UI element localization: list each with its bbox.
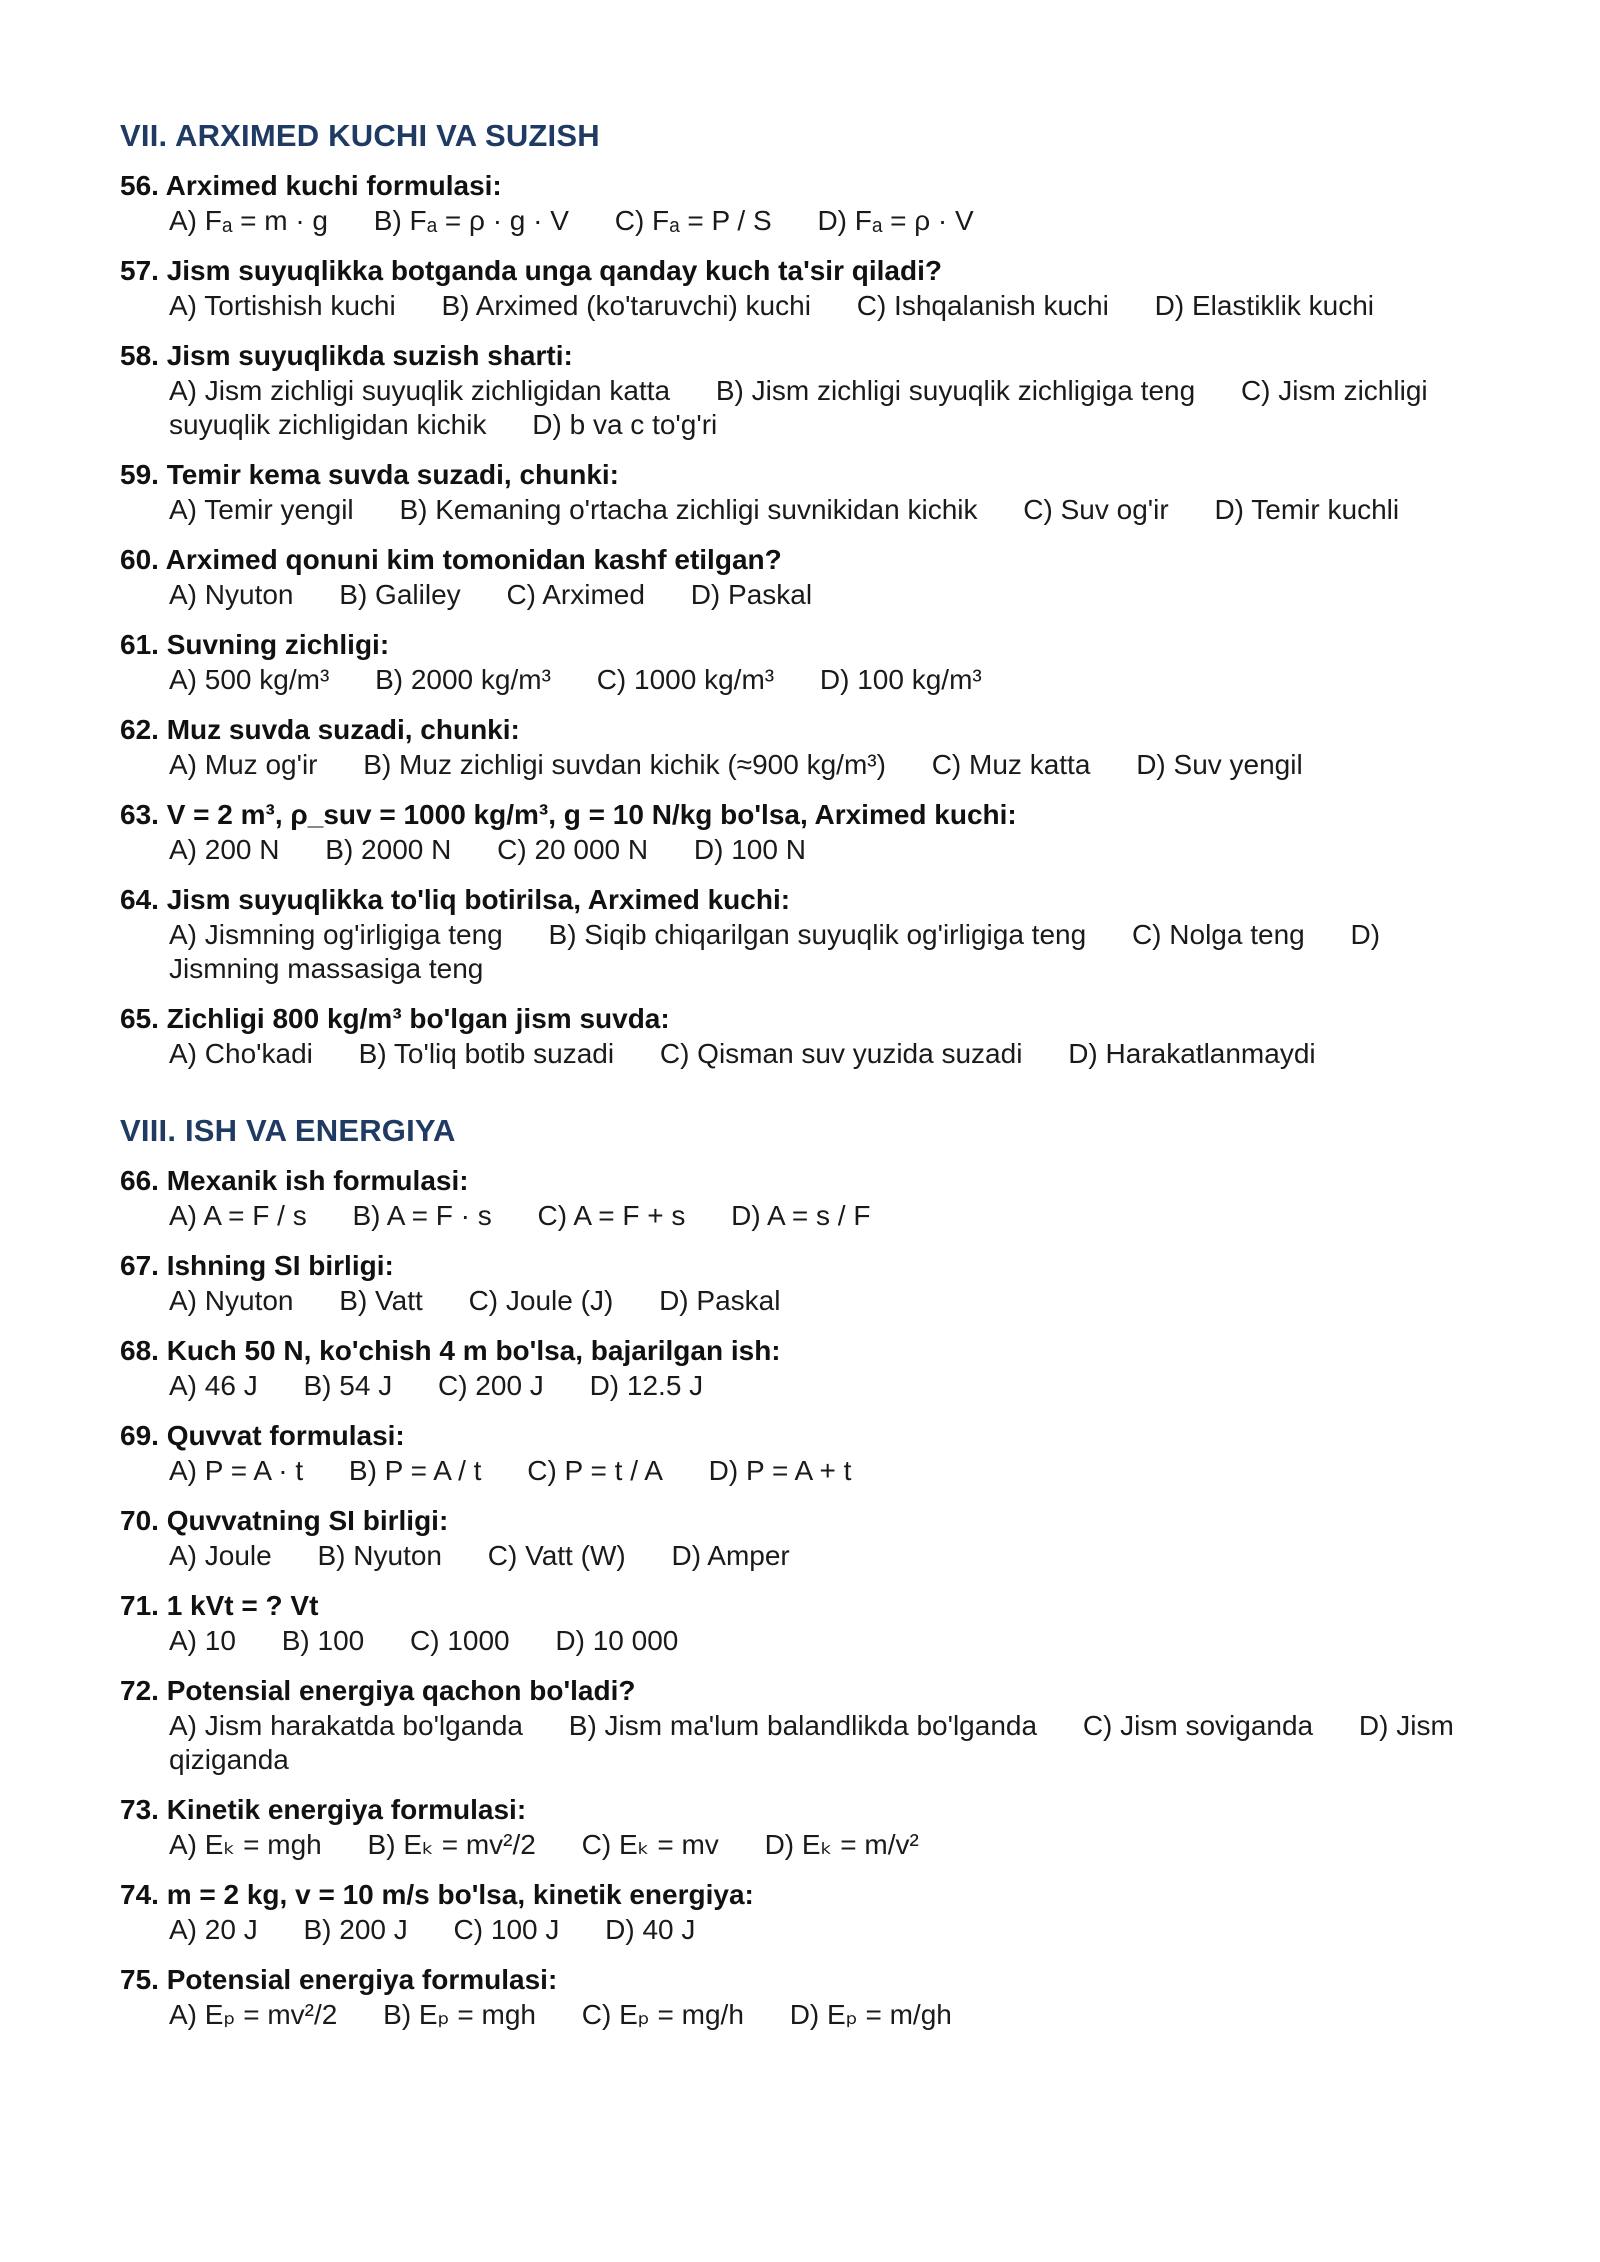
- section-title: VIII. ISH VA ENERGIYA: [120, 1113, 456, 1148]
- question-item: [120, 456, 1480, 527]
- question-title: 61. Suvning zichligi:: [120, 629, 390, 660]
- answer-option: C) Suv og'ir: [1023, 494, 1169, 525]
- answer-option: A) Nyuton: [169, 1285, 294, 1316]
- answer-option: D) Paskal: [690, 579, 813, 610]
- answer-option: C) 100 J: [453, 1914, 560, 1945]
- answer-option: A) 20 J: [169, 1914, 258, 1945]
- answer-options: [120, 918, 1480, 986]
- answer-option: A) Muz og'ir: [169, 749, 318, 780]
- answer-option: B) Eₚ = mgh: [383, 1999, 536, 2030]
- answer-option: D) Elastiklik kuchi: [1154, 290, 1375, 321]
- question-title: 73. Kinetik energiya formulasi:: [120, 1794, 527, 1825]
- question-item: [120, 1417, 1480, 1488]
- answer-option: D) A = s / F: [731, 1200, 871, 1231]
- question-title: 71. 1 kVt = ? Vt: [120, 1590, 319, 1621]
- answer-option: C) Joule (J): [468, 1285, 614, 1316]
- answer-option: D) Paskal: [659, 1285, 781, 1316]
- answer-options: [120, 1199, 1480, 1233]
- answer-option: A) Fₐ = m · g: [169, 205, 328, 236]
- answer-option: B) P = A / t: [348, 1455, 482, 1486]
- answer-options: [120, 1284, 1480, 1318]
- answer-option: D) Harakatlanmaydi: [1068, 1038, 1316, 1069]
- question-item: [120, 626, 1480, 697]
- question-item: [120, 167, 1480, 238]
- question-item: [120, 1876, 1480, 1947]
- question-title: 69. Quvvat formulasi:: [120, 1420, 405, 1451]
- answer-option: A) 200 N: [169, 834, 280, 865]
- answer-option: B) Eₖ = mv²/2: [367, 1829, 536, 1860]
- question-title: 60. Arximed qonuni kim tomonidan kashf etilgan?: [120, 544, 782, 575]
- answer-option: C) Jism soviganda: [1082, 1710, 1314, 1741]
- answer-option: C) Nolga teng: [1131, 919, 1305, 950]
- question-title: 70. Quvvatning SI birligi:: [120, 1505, 449, 1536]
- answer-options: [120, 663, 1480, 697]
- answer-option: B) Fₐ = ρ · g · V: [373, 205, 569, 236]
- answer-option: A) 10: [169, 1625, 236, 1656]
- answer-options: [120, 289, 1480, 323]
- answer-option: C) Arximed: [506, 579, 645, 610]
- answer-options: [120, 1709, 1480, 1777]
- answer-option: A) Cho'kadi: [169, 1038, 313, 1069]
- answer-option: A) Temir yengil: [169, 494, 354, 525]
- answer-option: D) Eₚ = m/gh: [789, 1999, 952, 2030]
- answer-options: [120, 374, 1480, 442]
- question-title: 72. Potensial energiya qachon bo'ladi?: [120, 1675, 636, 1706]
- answer-option: C) 200 J: [437, 1370, 544, 1401]
- question-item: [120, 796, 1480, 867]
- answer-option: A) Eₚ = mv²/2: [169, 1999, 338, 2030]
- question-title: 56. Arximed kuchi formulasi:: [120, 170, 502, 201]
- answer-option: D) 10 000: [555, 1625, 679, 1656]
- answer-option: B) To'liq botib suzadi: [358, 1038, 615, 1069]
- answer-option: B) Arximed (ko'taruvchi) kuchi: [441, 290, 811, 321]
- answer-option: A) Joule: [169, 1540, 272, 1571]
- answer-option: C) Eₖ = mv: [581, 1829, 719, 1860]
- answer-option: D) Fₐ = ρ · V: [817, 205, 974, 236]
- answer-options: [120, 1913, 1480, 1947]
- answer-option: B) Jism zichligi suyuqlik zichligiga teng: [715, 375, 1196, 406]
- answer-option: C) A = F + s: [537, 1200, 686, 1231]
- answer-option: C) Jism zichligi suyuqlik zichligidan kichik: [169, 375, 1428, 440]
- question-title: 57. Jism suyuqlikka botganda unga qanday kuch ta'sir qiladi?: [120, 255, 942, 286]
- question-title: 63. V = 2 m³, ρ_suv = 1000 kg/m³, g = 10 N/kg bo'lsa, Arximed kuchi:: [120, 799, 1017, 830]
- answer-option: C) Fₐ = P / S: [614, 205, 772, 236]
- answer-option: A) Jism zichligi suyuqlik zichligidan katta: [169, 375, 671, 406]
- question-title: 74. m = 2 kg, v = 10 m/s bo'lsa, kinetik energiya:: [120, 1879, 754, 1910]
- answer-options: [120, 748, 1480, 782]
- answer-options: [120, 1539, 1480, 1573]
- answer-options: [120, 1828, 1480, 1862]
- answer-option: B) 2000 kg/m³: [375, 664, 551, 695]
- question-item: [120, 1000, 1480, 1071]
- answer-option: C) Muz katta: [931, 749, 1091, 780]
- question-item: [120, 1791, 1480, 1862]
- question-item: [120, 252, 1480, 323]
- answer-option: D) Amper: [671, 1540, 790, 1571]
- answer-option: B) Muz zichligi suvdan kichik (≈900 kg/m³): [363, 749, 886, 780]
- question-title: 66. Mexanik ish formulasi:: [120, 1165, 469, 1196]
- answer-option: B) 54 J: [303, 1370, 393, 1401]
- answer-option: A) A = F / s: [169, 1200, 307, 1231]
- answer-options: [120, 1998, 1480, 2032]
- question-title: 58. Jism suyuqlikda suzish sharti:: [120, 340, 573, 371]
- question-title: 68. Kuch 50 N, ko'chish 4 m bo'lsa, bajarilgan ish:: [120, 1335, 781, 1366]
- answer-option: B) Kemaning o'rtacha zichligi suvnikidan kichik: [399, 494, 978, 525]
- answer-option: B) 200 J: [303, 1914, 408, 1945]
- answer-option: B) 2000 N: [325, 834, 452, 865]
- question-item: [120, 541, 1480, 612]
- answer-option: C) 1000: [410, 1625, 510, 1656]
- answer-options: [120, 578, 1480, 612]
- answer-option: A) P = A · t: [169, 1455, 304, 1486]
- answer-option: A) 46 J: [169, 1370, 258, 1401]
- answer-option: D) 100 N: [693, 834, 806, 865]
- question-item: [120, 1332, 1480, 1403]
- answer-option: C) 1000 kg/m³: [596, 664, 775, 695]
- answer-option: C) Vatt (W): [487, 1540, 626, 1571]
- answer-options: [120, 1369, 1480, 1403]
- section-title: VII. ARXIMED KUCHI VA SUZISH: [120, 118, 600, 153]
- question-title: 64. Jism suyuqlikka to'liq botirilsa, Arximed kuchi:: [120, 884, 791, 915]
- question-item: [120, 1672, 1480, 1777]
- question-item: [120, 337, 1480, 442]
- answer-option: A) Jism harakatda bo'lganda: [169, 1710, 523, 1741]
- answer-option: C) 20 000 N: [497, 834, 649, 865]
- question-title: 67. Ishning SI birligi:: [120, 1250, 394, 1281]
- answer-option: A) Nyuton: [169, 579, 294, 610]
- answer-option: B) Galiley: [339, 579, 461, 610]
- question-item: [120, 881, 1480, 986]
- answer-option: B) Nyuton: [317, 1540, 442, 1571]
- answer-option: D) 40 J: [605, 1914, 696, 1945]
- question-item: [120, 711, 1480, 782]
- answer-options: [120, 493, 1480, 527]
- answer-option: A) Eₖ = mgh: [169, 1829, 322, 1860]
- answer-option: D) Temir kuchli: [1214, 494, 1400, 525]
- answer-options: [120, 1624, 1480, 1658]
- question-item: [120, 1247, 1480, 1318]
- question-item: [120, 1502, 1480, 1573]
- answer-option: A) 500 kg/m³: [169, 664, 330, 695]
- question-item: [120, 1961, 1480, 2032]
- question-item: [120, 1587, 1480, 1658]
- answer-option: D) Jism qiziganda: [169, 1710, 1454, 1775]
- question-title: 65. Zichligi 800 kg/m³ bo'lgan jism suvda:: [120, 1003, 670, 1034]
- question-title: 62. Muz suvda suzadi, chunki:: [120, 714, 520, 745]
- answer-option: D) 100 kg/m³: [819, 664, 982, 695]
- question-item: [120, 1162, 1480, 1233]
- answer-options: [120, 1454, 1480, 1488]
- answer-option: C) Qisman suv yuzida suzadi: [659, 1038, 1023, 1069]
- answer-option: D) Eₖ = m/v²: [764, 1829, 919, 1860]
- question-title: 59. Temir kema suvda suzadi, chunki:: [120, 459, 619, 490]
- answer-option: C) P = t / A: [527, 1455, 663, 1486]
- answer-option: D) Jismning massasiga teng: [169, 919, 1381, 984]
- answer-option: A) Tortishish kuchi: [169, 290, 396, 321]
- answer-option: B) Jism ma'lum balandlikda bo'lganda: [568, 1710, 1038, 1741]
- answer-option: B) A = F · s: [352, 1200, 492, 1231]
- answer-options: [120, 1037, 1480, 1071]
- answer-option: A) Jismning og'irligiga teng: [169, 919, 503, 950]
- answer-option: B) Vatt: [339, 1285, 423, 1316]
- answer-option: B) 100: [281, 1625, 365, 1656]
- question-title: 75. Potensial energiya formulasi:: [120, 1964, 558, 1995]
- answer-option: C) Ishqalanish kuchi: [856, 290, 1109, 321]
- answer-option: D) 12.5 J: [589, 1370, 704, 1401]
- answer-option: D) Suv yengil: [1136, 749, 1303, 780]
- answer-option: B) Siqib chiqarilgan suyuqlik og'irligiga teng: [548, 919, 1087, 950]
- answer-option: D) b va c to'g'ri: [532, 409, 718, 440]
- answer-option: C) Eₚ = mg/h: [581, 1999, 744, 2030]
- answer-options: [120, 833, 1480, 867]
- answer-options: [120, 204, 1480, 238]
- answer-option: D) P = A + t: [708, 1455, 852, 1486]
